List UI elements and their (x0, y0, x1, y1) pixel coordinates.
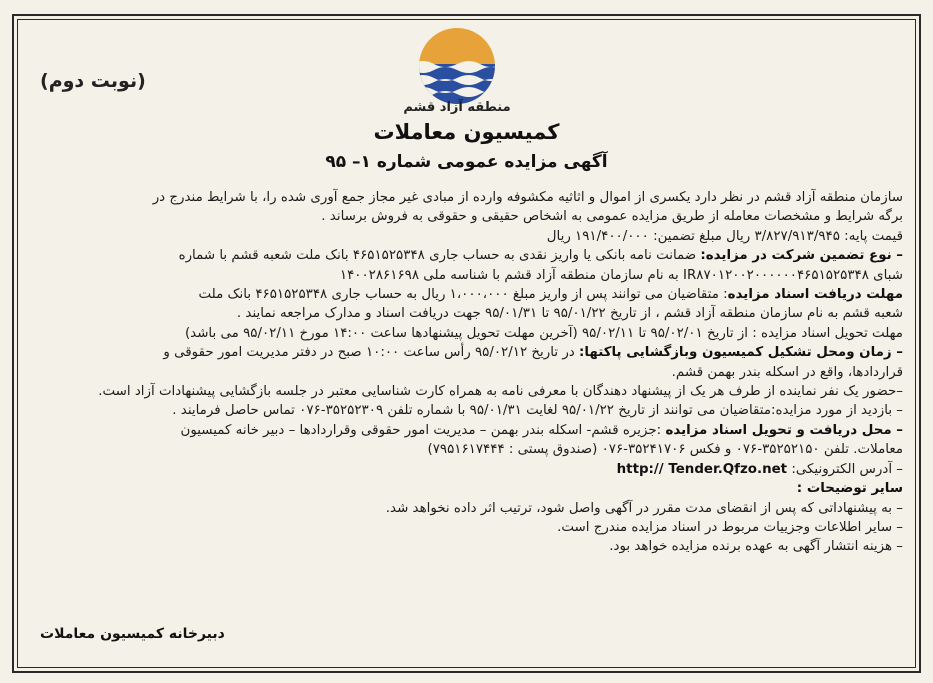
ad-body (40, 188, 903, 557)
guarantee-paragraph (40, 246, 903, 265)
place-line: معاملات. تلفن ۳۵۲۵۲۱۵۰-۰۷۶ و فکس ۳۵۲۴۱۷۰۶-۰۷۶ (صندوق پستی : ۷۹۵۱۶۱۷۴۴۴) (427, 442, 903, 458)
attendance-line: –حضور یک نفر نماینده از طرف هر یک از پیشنهاد دهندگان با معرفی نامه به همراه کارت شناسایی معتبر در جلسه بازگشایی پیشنهادات آزاد است. (98, 384, 903, 400)
session-line: قراردادها، واقع در اسکله بندر بهمن قشم. (671, 364, 903, 380)
docs-line: شعبه قشم به نام سازمان منطقه آزاد قشم ، از تاریخ ۹۵/۰۱/۲۲ تا ۹۵/۰۱/۳۱ جهت دریافت اسناد و مدارک مراجعه نمایند . (236, 306, 903, 322)
place-label: – محل دریافت و تحویل اسناد مزایده (665, 422, 903, 438)
email-paragraph (40, 460, 903, 479)
guarantee-text: ضمانت نامه بانکی یا واریز نقدی به حساب جاری ۴۶۵۱۵۲۵۳۴۸ بانک ملت شعبه قشم با شماره (178, 248, 697, 264)
docs-label: مهلت دریافت اسناد مزایده (727, 287, 903, 303)
intro-line: برگه شرایط و مشخصات معامله از طریق مزایده عمومی به اشخاص حقیقی و حقوقی به فروش برساند . (321, 209, 903, 225)
place-text: :جزیره قشم- اسکله بندر بهمن – مدیریت امور حقوقی وقراردادها – دبیر خانه کمیسیون (180, 422, 662, 438)
note-item: – هزینه انتشار آگهی به عهده برنده مزایده خواهد بود. (609, 539, 903, 555)
guarantee-line: شبای IR۸۷۰۱۲۰۰۲۰۰۰۰۰۰۴۶۵۱۵۲۵۳۴۸ به نام سازمان منطقه آزاد قشم با شناسه ملی ۱۴۰۰۲۸۶۱۶۹۸ (339, 267, 903, 283)
visit-line: – بازدید از مورد مزایده:متقاضیان می توانند از تاریخ ۹۵/۰۱/۲۲ لغایت ۹۵/۰۱/۳۱ با شماره تلفن ۳۵۲۵۲۳۰۹-۰۷۶ تماس حاصل فرمایند . (172, 403, 903, 419)
docs-text: : متقاضیان می توانند پس از واریز مبلغ ۱،۰۰۰،۰۰۰ ریال به حساب جاری ۴۶۵۱۵۲۵۳۴۸ بانک ملت (198, 287, 728, 303)
intro-line: سازمان منطقه آزاد قشم در نظر دارد یکسری از اموال و اثاثیه مکشوفه وارده از مبادی غیر مجاز جمع آوری شده را، با شرایط مندرج در (152, 190, 903, 205)
note-item: – سایر اطلاعات وجزییات مربوط در اسناد مزایده مندرج است. (557, 519, 903, 535)
page-title: کمیسیون معاملات (373, 120, 560, 144)
page-subtitle: آگهی مزایده عمومی شماره ۱– ۹۵ (325, 152, 608, 172)
round-label: (نوبت دوم) (40, 70, 146, 92)
session-text: در تاریخ ۹۵/۰۲/۱۲ رأس ساعت ۱۰:۰۰ صبح در دفتر مدیریت امور حقوقی و (163, 345, 575, 361)
email-label: – آدرس الکترونیکی: (791, 461, 903, 477)
session-paragraph (40, 343, 903, 362)
email-link[interactable]: http:// Tender.Qfzo.net (616, 461, 788, 477)
notes-heading (40, 479, 903, 498)
notes-label: سایر توضیحات : (796, 481, 903, 497)
price-line: قیمت پایه: ۳/۸۲۷/۹۱۳/۹۴۵ ریال مبلغ تضمین: ۱۹۱/۴۰۰/۰۰۰ ریال (546, 228, 903, 244)
logo-caption: منطقه آزاد قشم (403, 100, 511, 115)
place-paragraph (40, 421, 903, 440)
session-label: – زمان ومحل تشکیل کمیسیون وبازگشایی پاکتها: (579, 345, 903, 361)
signature: دبیرخانه کمیسیون معاملات (40, 626, 225, 642)
delivery-line: مهلت تحویل اسناد مزایده : از تاریخ ۹۵/۰۲/۰۱ تا ۹۵/۰۲/۱۱ (آخرین مهلت تحویل پیشنهادها ساعت ۱۴:۰۰ مورخ ۹۵/۰۲/۱۱ می باشد) (184, 325, 903, 341)
docs-paragraph (40, 285, 903, 304)
note-item: – به پیشنهاداتی که پس از انقضای مدت مقرر در آگهی واصل شود، ترتیب اثر داده نخواهد شد. (385, 500, 903, 516)
guarantee-label: – نوع تضمین شرکت در مزایده: (700, 248, 903, 264)
